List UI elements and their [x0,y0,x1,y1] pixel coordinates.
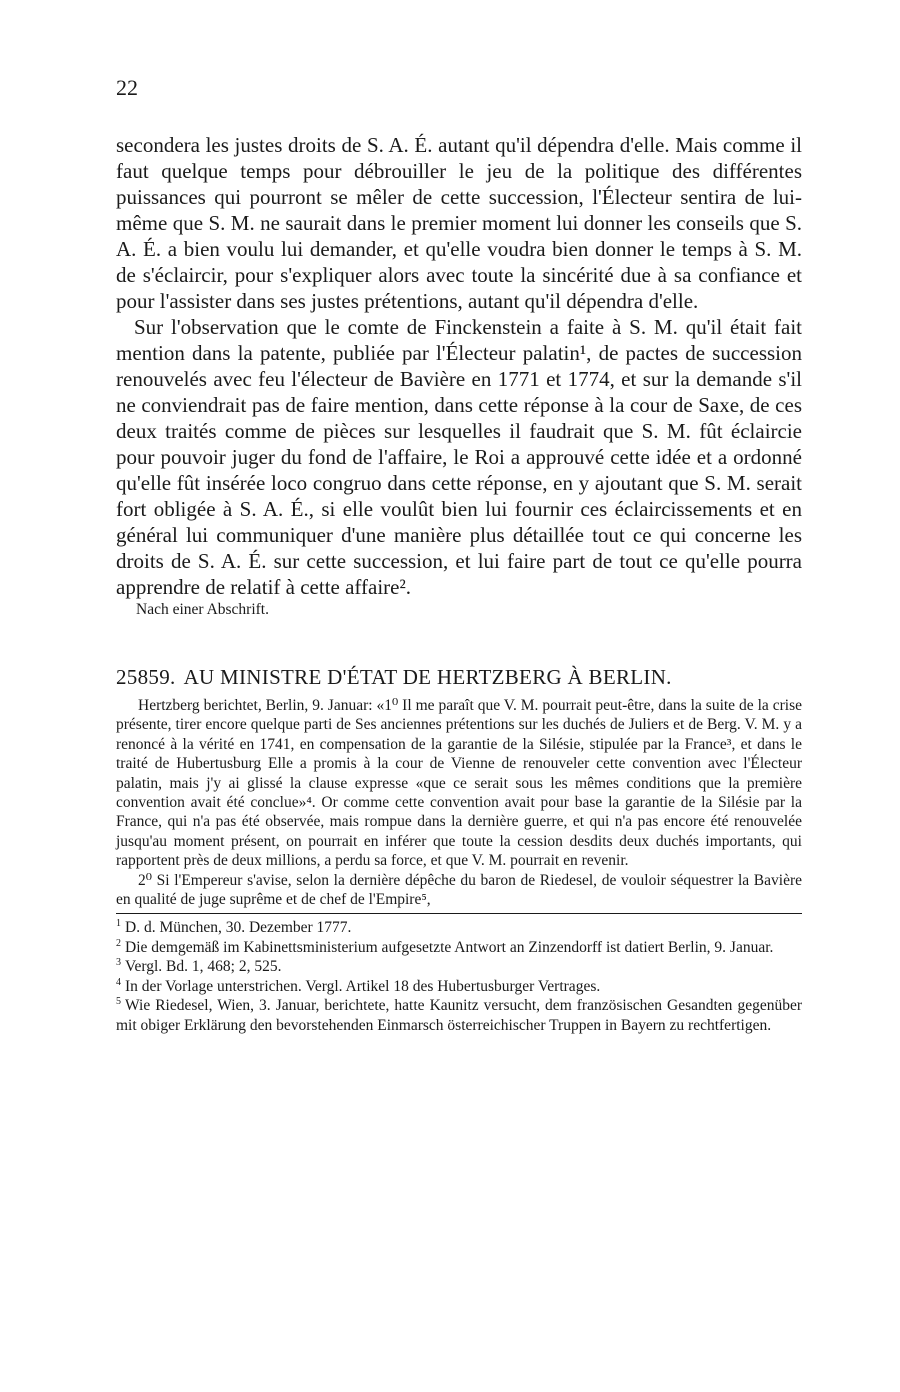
footnote-3 [116,957,802,976]
source-note: Nach einer Abschrift. [136,601,269,618]
footnote-2 [116,938,802,957]
main-paragraph-2: Sur l'observation que le comte de Finckenstein a faite à S. M. qu'il était fait mention dans la patente, publiée par l'Électeur palatin¹, de pactes de succession renouvelés avec feu l'électeur de Bavière en 1771 et 1774, et sur la demande s'il ne conviendrait pas de faire mention, dans cette réponse à la cour de Saxe, de ces deux traités comme de pièces sur lesquelles il faudrait que S. M. fût éclaircie pour pouvoir juger du fond de l'affaire, le Roi a approuvé cette idée et a ordonné qu'elle fût insérée loco congruo dans cette réponse, en y ajoutant que S. M. serait fort obligée à S. A. É., si elle voulût bien lui fournir ces éclaircissements et en général lui communiquer d'une manière plus détaillée tout ce qui concerne les droits de S. A. É. sur cette succession, et lui faire part de tout ce qu'elle pourra apprendre de relatif à cette affaire². [116,315,802,599]
section-title: AU MINISTRE D'ÉTAT DE HERTZBERG À BERLIN. [183,665,672,689]
footnote-divider [116,913,802,914]
footnote-text: Wie Riedesel, Wien, 3. Januar, berichtete, hatte Kaunitz versucht, dem französischen Gesandten gegenüber mit obiger Erklärung den bevorstehenden Einmarsch österreichischer Truppen in Bayern zu rechtfertigen. [116,997,802,1034]
page-number: 22 [116,75,138,100]
section-paragraph-2: 2⁰ Si l'Empereur s'avise, selon la dernière dépêche du baron de Riedesel, de vouloir séquestrer la Bavière en qualité de juge suprême et de chef de l'Empire⁵, [116,871,802,909]
footnote-number: 4 [116,976,121,988]
footnote-5 [116,996,802,1035]
footnote-text: Die demgemäß im Kabinettsministerium aufgesetzte Antwort an Zinzendorff ist datiert Berlin, 9. Januar. [125,938,774,956]
section-heading [116,664,802,690]
main-text [116,132,802,600]
footnote-text: Vergl. Bd. 1, 468; 2, 525. [125,958,282,976]
footnotes [116,918,802,1034]
section-paragraph-1: Hertzberg berichtet, Berlin, 9. Januar: «1⁰ Il me paraît que V. M. pourrait peut-être, dans la suite de la crise présente, tirer encore quelque parti de Ses anciennes prétentions sur les duchés de Juliers et de Berg. V. M. y a renoncé à la vérité en 1741, en compensation de la garantie de la Silésie, stipulée par la France³, et dans le traité de Hubertusburg Elle a promis à la cour de Vienne de renouveler cette convention avec l'Électeur palatin, mais j'y ai glissé la clause expresse «que ce serait sous les mêmes conditions que la première convention avait été conclue»⁴. Or comme cette convention avait pour base la garantie de la Silésie par la France, qui n'a pas été observée, mais rompue dans la dernière guerre, et qui n'a pas encore été renouvelée jusqu'au moment présent, on pourrait en inférer que toute la cession desdits deux duchés importants, qui rapportent près de deux millions, a perdu sa force, et que V. M. pourrait en revenir. [116,697,802,870]
footnote-text: In der Vorlage unterstrichen. Vergl. Artikel 18 des Hubertusburger Vertrages. [125,977,601,995]
main-paragraph-1: secondera les justes droits de S. A. É. autant qu'il dépendra d'elle. Mais comme il faut quelque temps pour débrouiller le jeu de la politique des différentes puissances qui pourront se mêler de cette succession, l'Électeur sentira de lui-même que S. M. ne saurait dans le premier moment lui donner les conseils que S. A. É. a bien voulu lui demander, et qu'elle voudra bien donner le temps à S. M. de s'éclaircir, pour s'expliquer alors avec toute la sincérité due à sa confiance et pour l'assister dans ses justes prétentions, autant qu'il dépendra d'elle. [116,133,802,313]
footnote-number: 1 [116,918,121,930]
footnote-4 [116,977,802,996]
section-number: 25859. [116,665,176,689]
document-page [116,74,802,1035]
footnote-number: 5 [116,995,121,1007]
footnote-text: D. d. München, 30. Dezember 1777. [125,919,352,937]
footnote-1 [116,918,802,937]
section-body [116,696,802,909]
footnote-number: 3 [116,957,121,969]
footnote-number: 2 [116,937,121,949]
